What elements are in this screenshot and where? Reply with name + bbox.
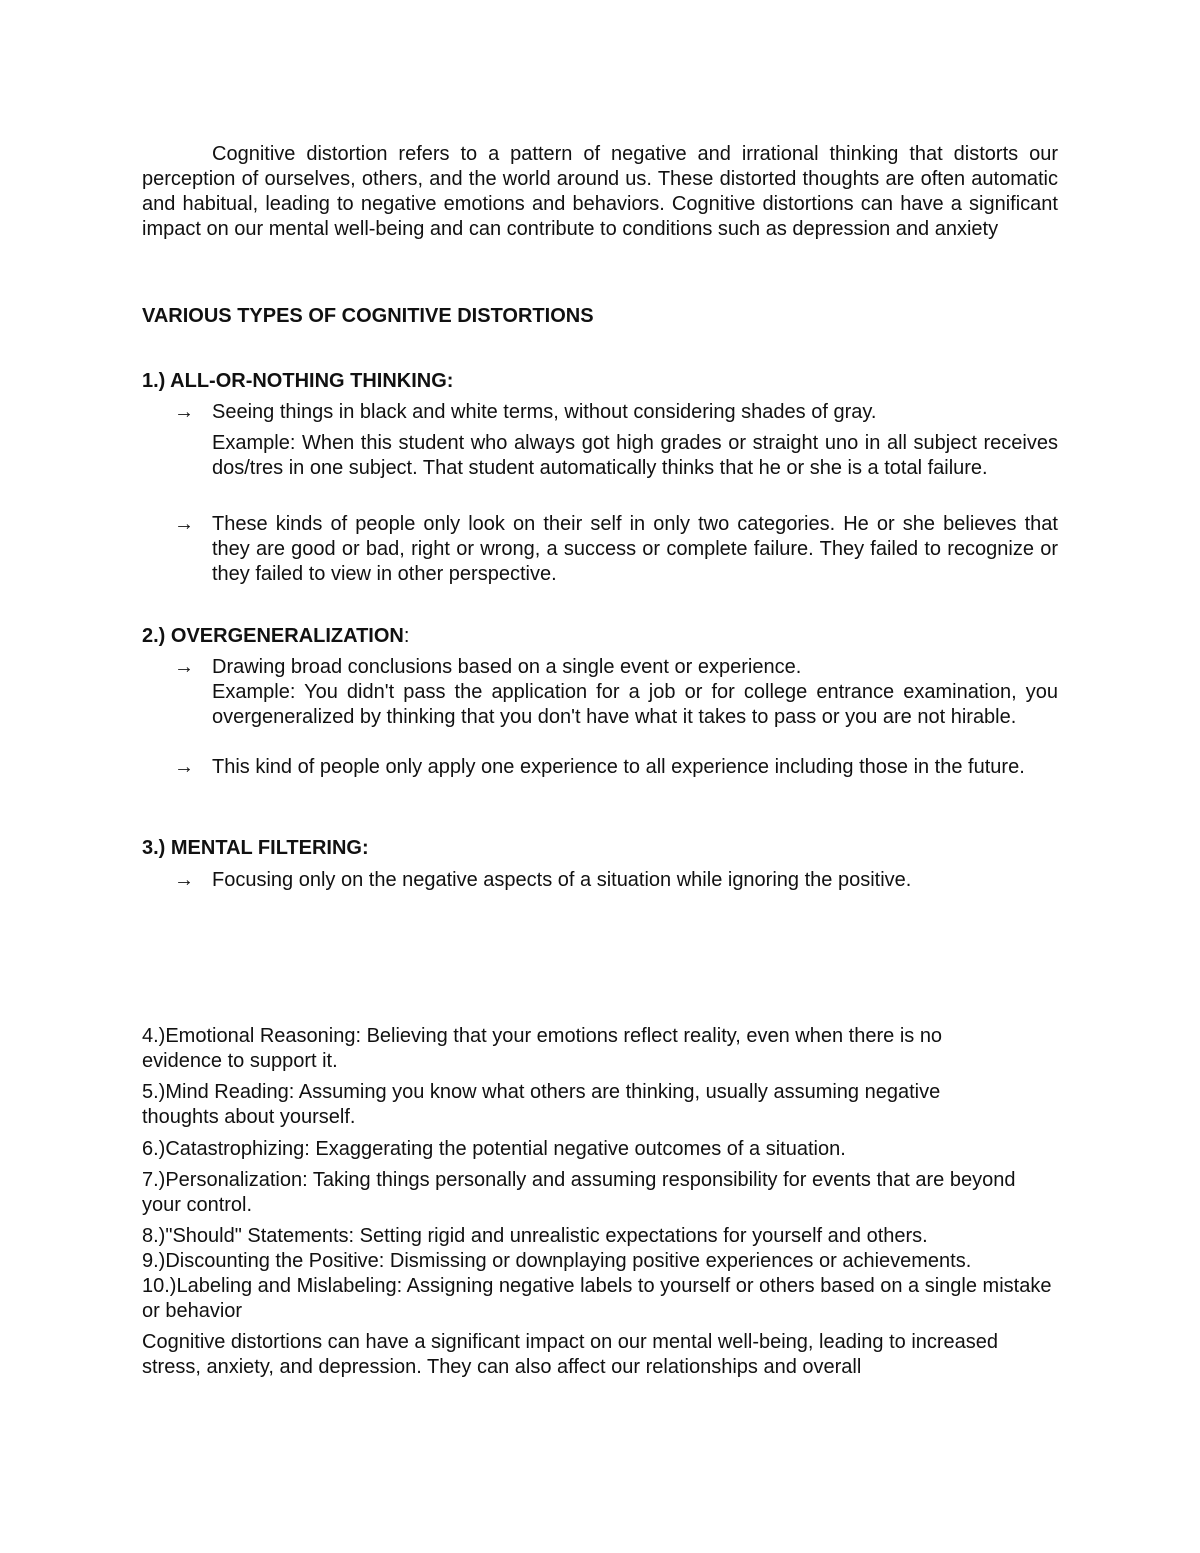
list-item-10: 10.)Labeling and Mislabeling: Assigning negative labels to yourself or others based on a single mistake or behavior <box>142 1275 1052 1322</box>
section3-bullet1: Focusing only on the negative aspects of a situation while ignoring the positive. <box>212 869 912 891</box>
arrow-icon: → <box>174 869 194 891</box>
list-item-8: 8.)"Should" Statements: Setting rigid and unrealistic expectations for yourself and others. <box>142 1225 928 1247</box>
conclusion-paragraph: Cognitive distortions can have a significant impact on our mental well-being, leading to increased stress, anxiety, and depression. They can also affect our relationships and overall <box>142 1331 999 1378</box>
section2-bullet1: Drawing broad conclusions based on a single event or experience. <box>212 656 802 678</box>
arrow-icon: → <box>174 401 194 423</box>
section2-bullet2: This kind of people only apply one experience to all experience including those in the future. <box>212 756 1025 778</box>
section1-bullet1: Seeing things in black and white terms, without considering shades of gray. <box>212 401 877 423</box>
arrow-icon: → <box>174 656 194 678</box>
section1-example: Example: When this student who always got high grades or straight uno in all subject receives dos/tres in one subject. That student automatically thinks that he or she is a total failure. <box>212 432 1058 479</box>
list-item-9: 9.)Discounting the Positive: Dismissing or downplaying positive experiences or achievements. <box>142 1250 972 1272</box>
arrow-icon: → <box>174 756 194 778</box>
section2-heading-line <box>142 624 1058 649</box>
arrow-icon: → <box>174 513 194 535</box>
intro-text: Cognitive distortion refers to a pattern of negative and irrational thinking that distorts our perception of ourselves, others, and the world around us. These distorted thoughts are often automatic and habitual, leading to negative emotions and behaviors. Cognitive distortions can have a significant impact on our mental well-being and can contribute to conditions such as depression and anxiety <box>142 143 1058 240</box>
intro-paragraph <box>142 142 1058 242</box>
section2-heading: 2.) OVERGENERALIZATION <box>142 625 404 647</box>
section3-heading: 3.) MENTAL FILTERING: <box>142 837 369 859</box>
list-item-6: 6.)Catastrophizing: Exaggerating the potential negative outcomes of a situation. <box>142 1138 846 1160</box>
list-item-4: 4.)Emotional Reasoning: Believing that your emotions reflect reality, even when there is no evidence to support it. <box>142 1025 943 1072</box>
section1-bullet2: These kinds of people only look on their self in only two categories. He or she believes that they are good or bad, right or wrong, a success or complete failure. They failed to recognize or they failed to view in other perspective. <box>212 513 1058 585</box>
section2-heading-suffix: : <box>403 625 410 647</box>
section-title: VARIOUS TYPES OF COGNITIVE DISTORTIONS <box>142 305 594 327</box>
section2-example: Example: You didn't pass the application for a job or for college entrance examination, you overgeneralized by thinking that you don't have what it takes to pass or you are not hirable. <box>212 681 1058 728</box>
list-item-7: 7.)Personalization: Taking things personally and assuming responsibility for events that are beyond your control. <box>142 1169 1016 1216</box>
list-item-5: 5.)Mind Reading: Assuming you know what others are thinking, usually assuming negative thoughts about yourself. <box>142 1081 941 1128</box>
section1-heading: 1.) ALL-OR-NOTHING THINKING: <box>142 370 454 392</box>
